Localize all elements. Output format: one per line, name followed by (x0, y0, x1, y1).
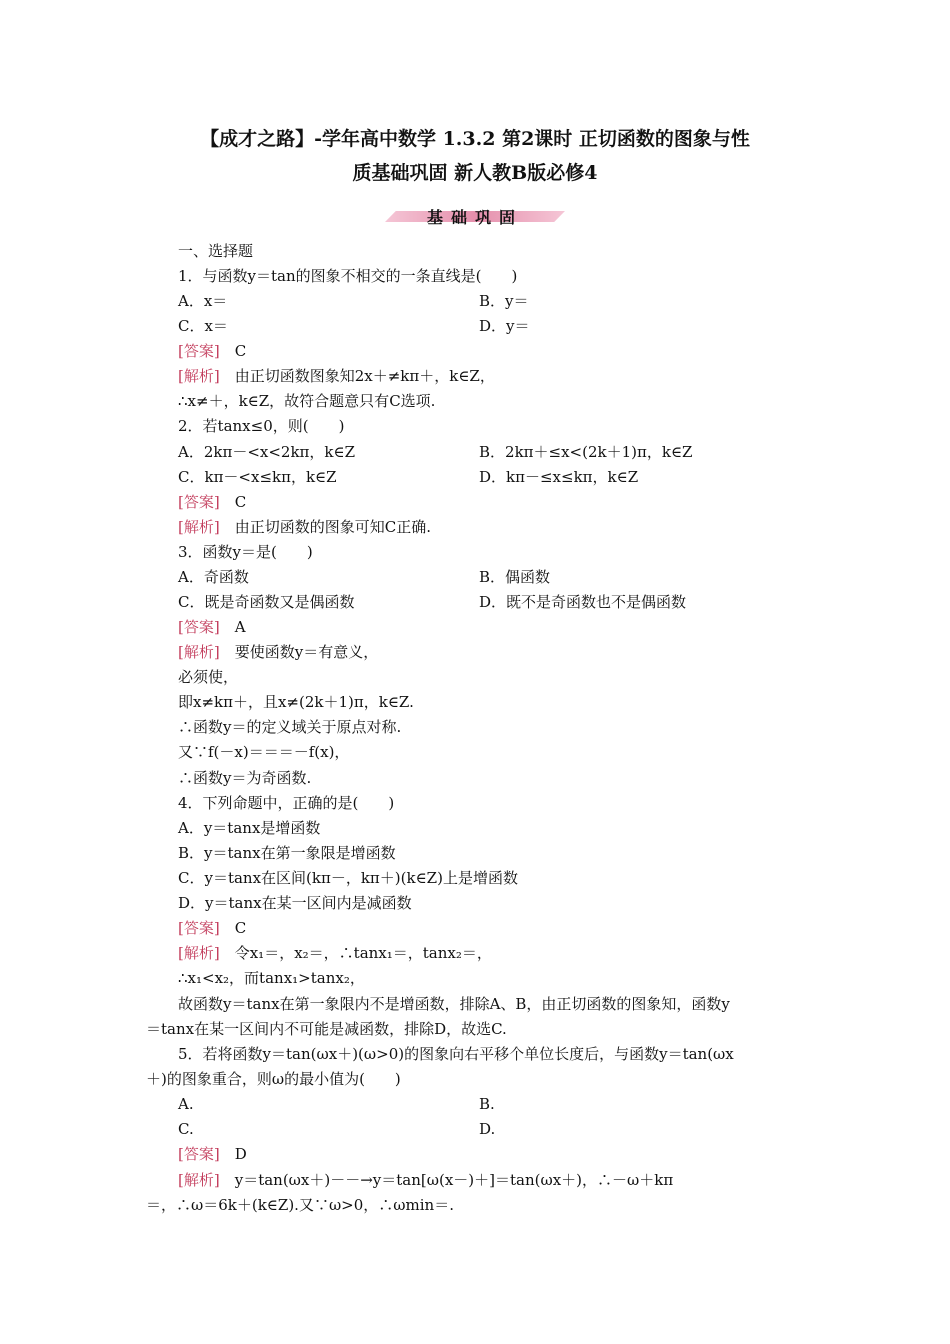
text-line (479, 592, 686, 612)
answer-tag: [答案] (178, 618, 220, 636)
line-text: A．x＝ (178, 292, 228, 310)
line-text: 2．若tanx≤0，则( ) (178, 417, 345, 435)
line-text: 5．若将函数y＝tan(ωx＋)(ω>0)的图象向右平移个单位长度后，与函数y＝tan(ωx (178, 1045, 734, 1063)
section-banner-label: 基础巩固 (426, 208, 523, 227)
line-text: C (219, 493, 247, 511)
line-text: ∴x₁<x₂，而tanx₁>tanx₂， (178, 969, 365, 987)
line-text: 4．下列命题中，正确的是( ) (178, 794, 395, 812)
line-text: 令x₁＝，x₂＝，∴tanx₁＝，tanx₂＝， (219, 944, 492, 962)
text-line (178, 1119, 194, 1139)
text-line (146, 1069, 401, 1089)
text-line (178, 918, 246, 938)
line-text: D．既不是奇函数也不是偶函数 (479, 593, 687, 611)
answer-tag: [答案] (178, 342, 220, 360)
text-line (178, 567, 249, 587)
line-text: D (219, 1145, 247, 1163)
answer-tag: [解析] (178, 518, 220, 536)
line-text: C (219, 342, 247, 360)
line-text: 一、选择题 (178, 242, 254, 260)
line-text: ∴x≠＋，k∈Z，故符合题意只有C选项. (178, 392, 436, 410)
text-line (178, 366, 495, 386)
text-line (178, 241, 253, 261)
line-text: D．y＝tanx在某一区间内是减函数 (178, 894, 412, 912)
line-text: A．y＝tanx是增函数 (178, 819, 321, 837)
text-line (178, 843, 396, 863)
line-text: B．y＝tanx在第一象限是增函数 (178, 844, 396, 862)
text-line (178, 266, 517, 286)
line-text: ∴函数y＝为奇函数. (178, 769, 312, 787)
text-line (178, 968, 365, 988)
line-text: D．y＝ (479, 317, 530, 335)
line-text: A．2kπ－<x<2kπ，k∈Z (178, 443, 356, 461)
text-line (479, 567, 550, 587)
text-line (146, 1019, 507, 1039)
line-text: 3．函数y＝是( ) (178, 543, 313, 561)
text-line (178, 868, 518, 888)
line-text: C．x＝ (178, 317, 228, 335)
text-line (146, 1195, 454, 1215)
text-line (479, 291, 529, 311)
text-line (178, 617, 246, 637)
line-text: 故函数y＝tanx在第一象限内不是增函数，排除A、B，由正切函数的图象知，函数y (178, 995, 730, 1013)
text-line (479, 467, 638, 487)
text-line (178, 416, 344, 436)
text-line (178, 893, 412, 913)
line-text: B. (479, 1095, 495, 1113)
text-line (178, 1094, 194, 1114)
line-text: ＝tanx在某一区间内不可能是减函数，排除D，故选C. (146, 1020, 507, 1038)
text-line (178, 467, 337, 487)
text-line (178, 1044, 734, 1064)
text-line (178, 642, 378, 662)
line-text: A (219, 618, 246, 636)
text-line (178, 667, 238, 687)
text-line (178, 291, 227, 311)
answer-tag: [解析] (178, 1171, 220, 1189)
text-line (178, 442, 355, 462)
text-line (178, 592, 354, 612)
document-title-line-1: 【成才之路】-学年高中数学 1.3.2 第2课时 正切函数的图象与性 (200, 128, 750, 150)
answer-tag: [答案] (178, 919, 220, 937)
text-line (178, 994, 730, 1014)
line-text: A. (178, 1095, 194, 1113)
text-line (178, 1170, 673, 1190)
line-text: B．y＝ (479, 292, 529, 310)
section-banner (385, 205, 565, 225)
line-text: C．y＝tanx在区间(kπ－，kπ＋)(k∈Z)上是增函数 (178, 869, 518, 887)
line-text: ＝，∴ω＝6k＋(k∈Z).又∵ω>0，∴ωmin＝. (146, 1196, 454, 1214)
line-text: 即x≠kπ＋，且x≠(2k＋1)π，k∈Z. (178, 693, 414, 711)
document-title-line-2: 质基础巩固 新人教B版必修4 (352, 162, 598, 184)
answer-tag: [解析] (178, 367, 220, 385)
text-line (479, 1094, 495, 1114)
text-line (178, 943, 492, 963)
line-text: 由正切函数图象知2x＋≠kπ＋，k∈Z， (219, 367, 495, 385)
line-text: ∴函数y＝的定义域关于原点对称. (178, 718, 402, 736)
text-line (178, 542, 313, 562)
line-text: C．kπ－<x≤kπ，k∈Z (178, 468, 337, 486)
text-line (178, 793, 394, 813)
line-text: C．既是奇函数又是偶函数 (178, 593, 355, 611)
answer-tag: [答案] (178, 1145, 220, 1163)
answer-tag: [答案] (178, 493, 220, 511)
text-line (178, 391, 435, 411)
text-line (178, 1144, 247, 1164)
line-text: C. (178, 1120, 194, 1138)
line-text: B．2kπ＋≤x<(2k＋1)π，k∈Z (479, 443, 693, 461)
line-text: 要使函数y＝有意义， (219, 643, 379, 661)
line-text: 1．与函数y＝tan的图象不相交的一条直线是( ) (178, 267, 518, 285)
text-line (178, 316, 228, 336)
text-line (178, 717, 401, 737)
text-line (178, 742, 349, 762)
text-line (479, 442, 692, 462)
answer-tag: [解析] (178, 643, 220, 661)
text-line (178, 341, 246, 361)
line-text: 又∵f(－x)＝＝＝－f(x)， (178, 743, 350, 761)
line-text: y＝tan(ωx＋)－－→y＝tan[ω(x－)＋]＝tan(ωx＋)，∴－ω＋kπ (219, 1171, 674, 1189)
text-line (178, 692, 414, 712)
line-text: B．偶函数 (479, 568, 551, 586)
text-line (178, 818, 320, 838)
line-text: 必须使， (178, 668, 239, 686)
line-text: D．kπ－≤x≤kπ，k∈Z (479, 468, 639, 486)
text-line (479, 1119, 495, 1139)
line-text: A．奇函数 (178, 568, 249, 586)
line-text: C (219, 919, 247, 937)
answer-tag: [解析] (178, 944, 220, 962)
text-line (178, 517, 431, 537)
text-line (178, 492, 246, 512)
text-line (178, 768, 311, 788)
line-text: ＋)的图象重合，则ω的最小值为( ) (146, 1070, 401, 1088)
line-text: D. (479, 1120, 496, 1138)
text-line (479, 316, 530, 336)
line-text: 由正切函数的图象可知C正确. (219, 518, 431, 536)
